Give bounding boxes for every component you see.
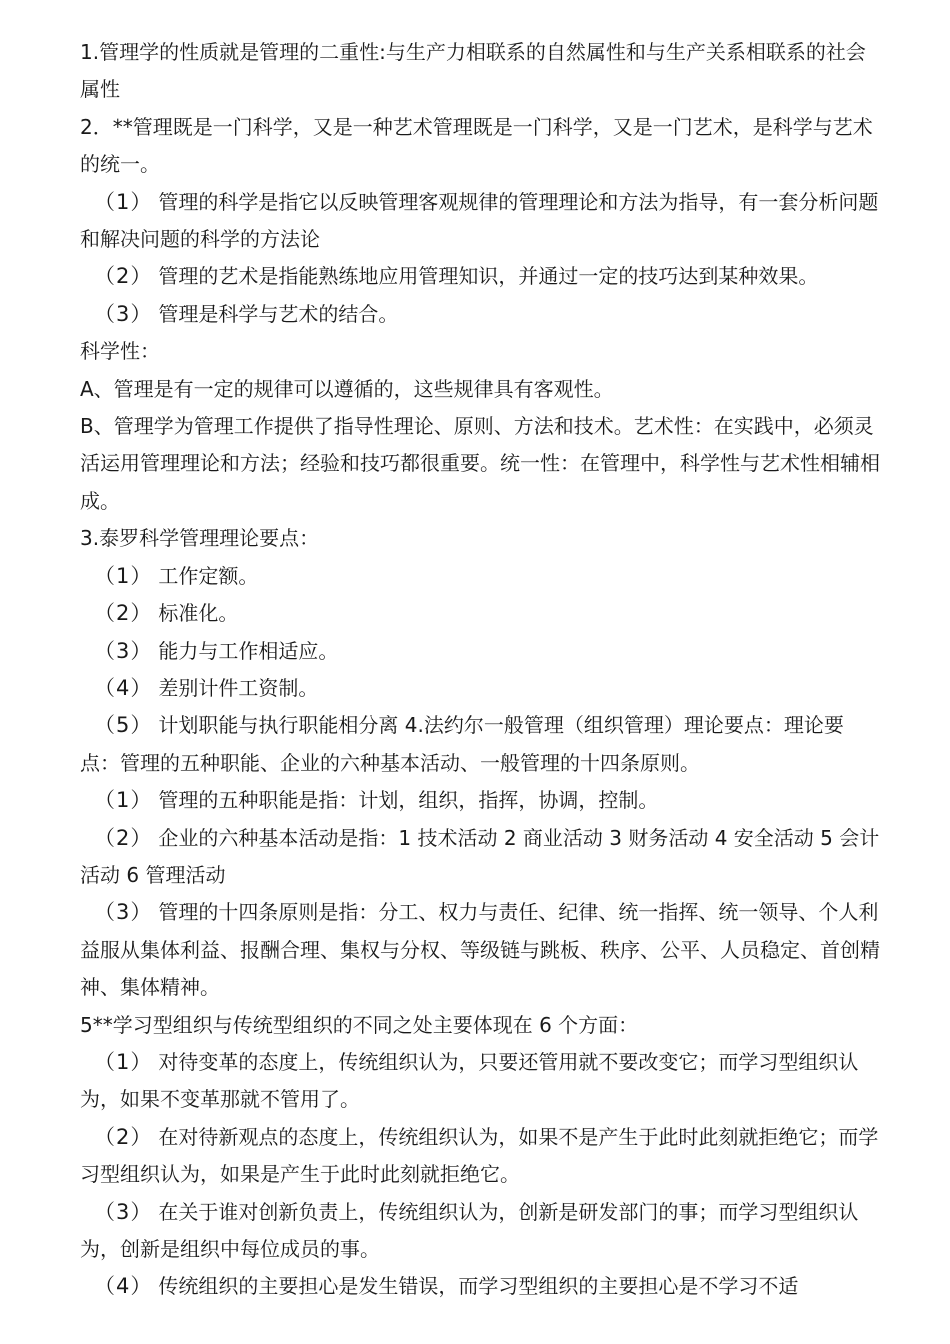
paragraph-3: 3.泰罗科学管理理论要点：: [80, 526, 320, 551]
list-marker: （2）: [94, 601, 153, 626]
list-marker: （3）: [94, 301, 153, 326]
document-page: [80, 34, 880, 1306]
list-item: （4） 传统组织的主要担心是发生错误，而学习型组织的主要担心是不学习不适: [94, 1274, 799, 1299]
list-item: （2） 在对待新观点的态度上，传统组织认为，如果不是产生于此时此刻就拒绝它；而学习型组织认为，如果是产生于此时此刻就拒绝它。: [80, 1124, 879, 1187]
paragraph-b: B、管理学为管理工作提供了指导性理论、原则、方法和技术。艺术性：在实践中，必须灵活运用管理理论和方法；经验和技巧都很重要。统一性：在管理中，科学性与艺术性相辅相成。: [80, 414, 880, 513]
list-item: （3） 在关于谁对创新负责上，传统组织认为，创新是研发部门的事；而学习型组织认为，创新是组织中每位成员的事。: [80, 1199, 859, 1261]
list-marker: （3）: [94, 900, 153, 925]
list-marker: （3）: [94, 638, 153, 663]
list-marker: （1）: [94, 788, 153, 813]
list-marker: （1）: [94, 563, 153, 588]
list-item: （1） 工作定额。: [94, 563, 259, 588]
section-heading: 科学性：: [80, 339, 160, 364]
list-marker: （2）: [94, 825, 153, 850]
list-item: （2） 管理的艺术是指能熟练地应用管理知识，并通过一定的技巧达到某种效果。: [94, 264, 819, 289]
list-marker: （2）: [94, 1124, 153, 1149]
list-item: （5） 计划职能与执行职能相分离 4.法约尔一般管理（组织管理）理论要点：理论要点：管理的五种职能、企业的六种基本活动、一般管理的十四条原则。: [80, 713, 844, 775]
paragraph-1: 1.管理学的性质就是管理的二重性:与生产力相联系的自然属性和与生产关系相联系的社会属性: [80, 40, 866, 102]
list-item: （3） 管理的十四条原则是指：分工、权力与责任、纪律、统一指挥、统一领导、个人利益服从集体利益、报酬合理、集权与分权、等级链与跳板、秩序、公平、人员稳定、首创精神、集体精神。: [80, 900, 880, 1000]
paragraph-2: 2．**管理既是一门科学，又是一种艺术管理既是一门科学，又是一门艺术，是科学与艺术的统一。: [80, 114, 873, 177]
list-item: （1） 管理的五种职能是指：计划，组织，指挥，协调，控制。: [94, 788, 659, 813]
list-item: （2） 标准化。: [94, 601, 239, 626]
list-item: （1） 管理的科学是指它以反映管理客观规律的管理理论和方法为指导，有一套分析问题和解决问题的科学的方法论: [80, 189, 879, 252]
paragraph-5: 5**学习型组织与传统型组织的不同之处主要体现在 6 个方面：: [80, 1012, 639, 1037]
list-marker: （3）: [94, 1199, 153, 1224]
list-item: （4） 差别计件工资制。: [94, 675, 319, 700]
list-item: （1） 对待变革的态度上，传统组织认为，只要还管用就不要改变它；而学习型组织认为，如果不变革那就不管用了。: [80, 1049, 859, 1112]
list-marker: （5）: [94, 713, 153, 738]
list-marker: （4）: [94, 675, 153, 700]
list-marker: （4）: [94, 1274, 153, 1299]
paragraph-a: A、管理是有一定的规律可以遵循的，这些规律具有客观性。: [80, 376, 614, 401]
list-marker: （2）: [94, 264, 153, 289]
list-marker: （1）: [94, 1049, 153, 1074]
list-marker: （1）: [94, 189, 153, 214]
list-item: （2） 企业的六种基本活动是指：1 技术活动 2 商业活动 3 财务活动 4 安全活动 5 会计活动 6 管理活动: [80, 825, 880, 887]
list-item: （3） 管理是科学与艺术的结合。: [94, 301, 399, 326]
list-item: （3） 能力与工作相适应。: [94, 638, 339, 663]
